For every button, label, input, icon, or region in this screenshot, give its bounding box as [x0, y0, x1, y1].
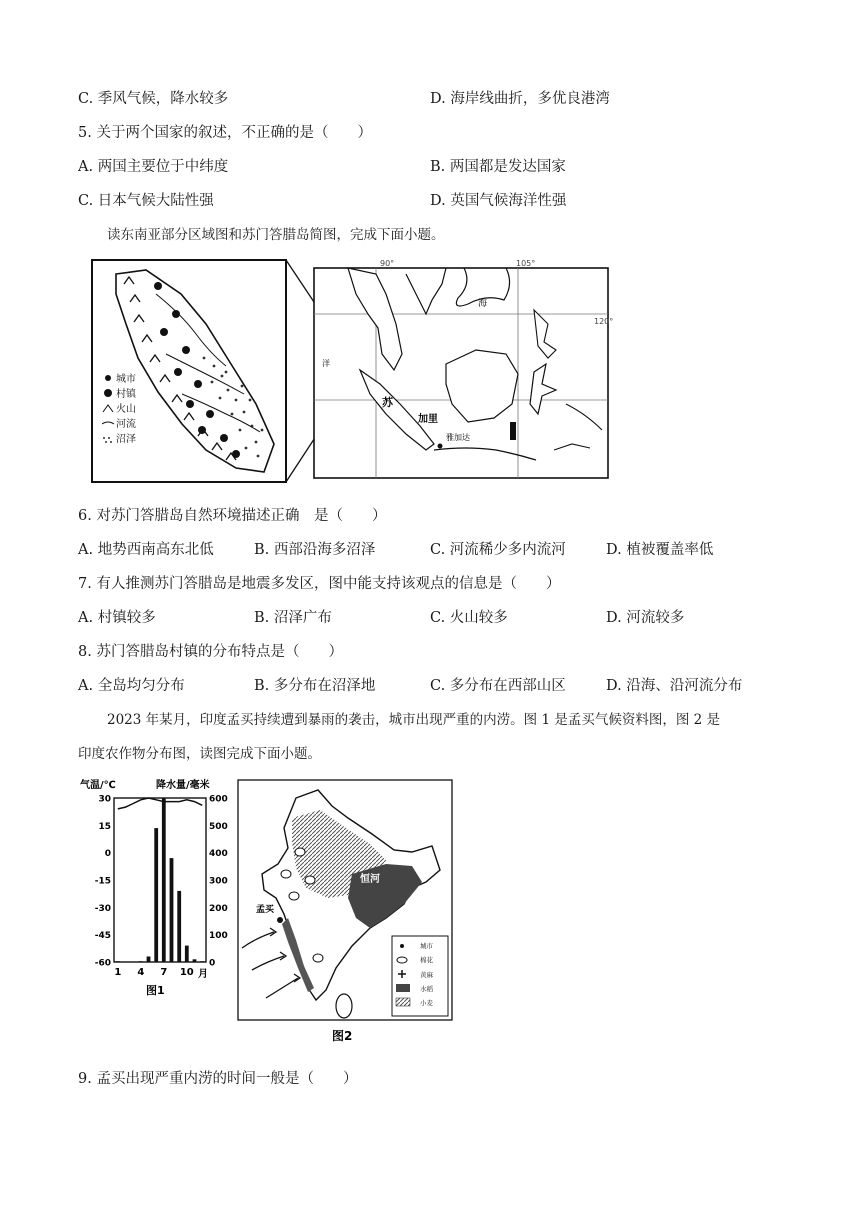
precip-bar [154, 828, 158, 962]
x-tick-label: 1 [114, 967, 122, 978]
q8-option-c: C. 多分布在西部山区 [430, 678, 566, 694]
lon-label-2: 105° [516, 259, 536, 268]
legend-city: 城市 [116, 374, 136, 385]
left-tick-label: -45 [94, 931, 111, 942]
precip-bar [200, 961, 204, 962]
chart-ylabel-right: 降水量/毫米 [156, 780, 210, 791]
q8-option-a: A. 全岛均匀分布 [78, 678, 185, 694]
x-tick-label: 4 [137, 967, 145, 978]
q4-option-c: C. 季风气候，降水较多 [78, 91, 229, 107]
q7-stem: 7. 有人推测苏门答腊岛是地震多发区，图中能支持该观点的信息是（ ） [78, 576, 561, 592]
q5-option-b: B. 两国都是发达国家 [430, 159, 566, 175]
sumatra-intro: 读东南亚部分区域图和苏门答腊岛简图，完成下面小题。 [107, 227, 445, 243]
sumatra-figure [86, 254, 616, 490]
ganges-label: 恒河 [360, 874, 380, 885]
ocean-label: 洋 [322, 359, 330, 368]
q5-stem: 5. 关于两个国家的叙述，不正确的是（ ） [78, 125, 372, 141]
right-tick-label: 100 [209, 931, 228, 942]
precip-bar [116, 961, 120, 962]
legend-cotton: 棉花 [420, 956, 433, 964]
lon-label-3: 120° [594, 317, 614, 326]
q6-option-d: D. 植被覆盖率低 [606, 542, 714, 558]
legend-city: 城市 [420, 942, 433, 950]
q6-option-a: A. 地势西南高东北低 [78, 542, 214, 558]
india-map-caption: 图2 [332, 1029, 353, 1043]
q5-option-a: A. 两国主要位于中纬度 [78, 159, 229, 175]
q5-option-c: C. 日本气候大陆性强 [78, 193, 214, 209]
temperature-line [118, 798, 202, 809]
precip-bar [124, 962, 128, 963]
jakarta-label: 雅加达 [446, 433, 470, 442]
precip-bar [185, 946, 189, 962]
legend-volcano: 火山 [116, 404, 136, 415]
left-tick-label: -30 [94, 903, 111, 914]
india-crop-map [236, 778, 456, 1044]
legend-village: 村镇 [116, 389, 136, 400]
precip-bar [193, 959, 197, 962]
india-intro-line2: 印度农作物分布图，读图完成下面小题。 [78, 746, 321, 762]
q6-option-b: B. 西部沿海多沼泽 [254, 542, 376, 558]
right-tick-label: 0 [209, 958, 216, 969]
legend-wheat: 小麦 [420, 999, 433, 1007]
q7-option-d: D. 河流较多 [606, 610, 685, 626]
left-tick-label: -60 [94, 958, 111, 969]
right-tick-label: 500 [209, 821, 228, 832]
legend-jute: 黄麻 [420, 971, 433, 979]
right-tick-label: 200 [209, 903, 228, 914]
precip-bar [170, 858, 174, 962]
q7-option-c: C. 火山较多 [430, 610, 508, 626]
q4-option-d: D. 海岸线曲折，多优良港湾 [430, 91, 610, 107]
precip-bar [139, 961, 143, 962]
climate-chart [76, 772, 236, 1016]
legend-swamp: 沼泽 [116, 434, 136, 445]
q7-option-a: A. 村镇较多 [78, 610, 156, 626]
left-tick-label: 30 [98, 794, 111, 805]
q6-option-c: C. 河流稀少多内流河 [430, 542, 566, 558]
q8-option-b: B. 多分布在沼泽地 [254, 678, 376, 694]
q9-stem: 9. 孟买出现严重内涝的时间一般是（ ） [78, 1071, 358, 1087]
x-tick-label: 10 [179, 967, 194, 978]
precip-bar [131, 962, 135, 963]
mumbai-label: 孟买 [256, 905, 275, 915]
island-label-jiali: 加里 [418, 414, 438, 425]
chart-xlabel: 月 [198, 969, 208, 980]
sea-label: 海 [478, 299, 488, 309]
right-tick-label: 400 [209, 849, 228, 860]
legend-river: 河流 [116, 419, 136, 430]
india-intro-line1: 2023 年某月，印度孟买持续遭到暴雨的袭击，城市出现严重的内涝。图 1 是孟买气候资料图，图 2 是 [107, 712, 720, 728]
chart-ylabel-left: 气温/℃ [80, 780, 116, 791]
chart-plot-frame [114, 798, 206, 962]
right-tick-label: 300 [209, 876, 228, 887]
q5-option-d: D. 英国气候海洋性强 [430, 193, 567, 209]
q8-option-d: D. 沿海、沿河流分布 [606, 678, 743, 694]
left-tick-label: 0 [104, 849, 111, 860]
lon-label-1: 90° [380, 259, 395, 268]
left-tick-label: -15 [94, 876, 111, 887]
precip-bar [177, 891, 181, 962]
precip-bar [162, 798, 166, 962]
right-tick-label: 600 [209, 794, 228, 805]
q6-stem: 6. 对苏门答腊岛自然环境描述正确 是（ ） [78, 508, 387, 524]
chart-caption: 图1 [146, 984, 165, 997]
legend-rice: 水稻 [420, 985, 433, 993]
island-label-su: 苏 [382, 396, 393, 409]
left-tick-label: 15 [98, 821, 111, 832]
x-tick-label: 7 [160, 967, 168, 978]
q7-option-b: B. 沼泽广布 [254, 610, 332, 626]
q8-stem: 8. 苏门答腊岛村镇的分布特点是（ ） [78, 644, 343, 660]
precip-bar [147, 957, 151, 963]
